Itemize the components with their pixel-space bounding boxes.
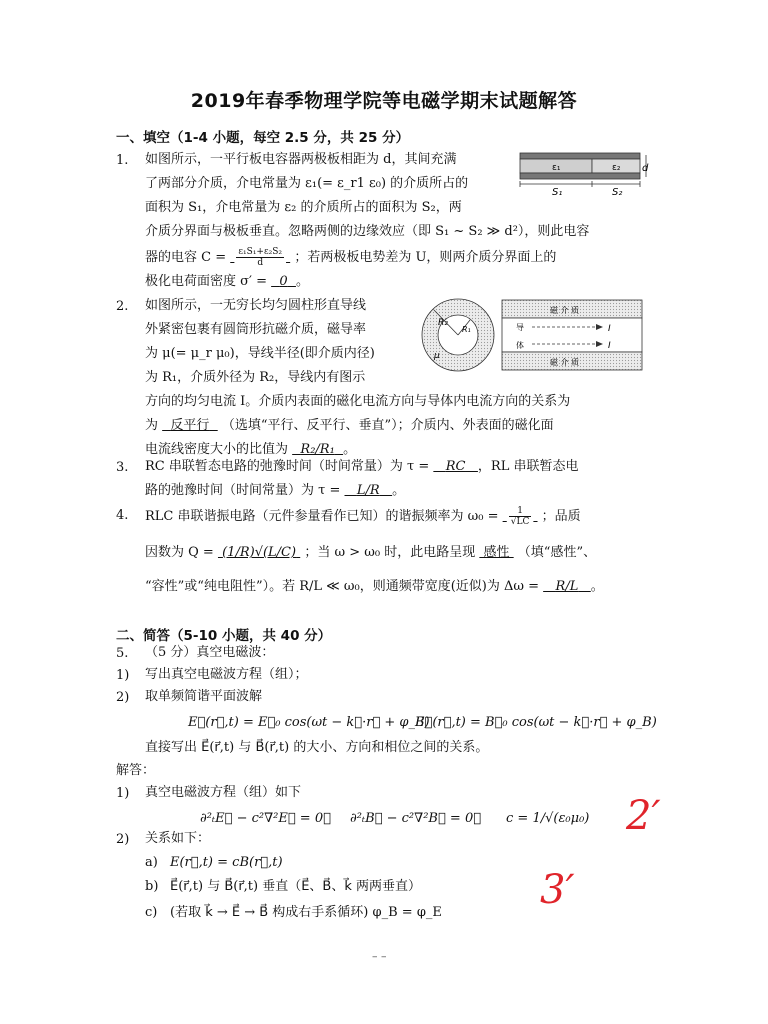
q3-line1-prefix: RC 串联暂态电路的弛豫时间（时间常量）为 τ =: [145, 459, 430, 474]
q4-number: 4.: [116, 508, 129, 523]
fig-r2-label: R₂: [438, 318, 448, 328]
fig-eps1-label: ε₁: [552, 163, 561, 173]
q1-line4: 介质分界面与极板垂直。忽略两侧的边缘效应（即 S₁ ~ S₂ ≫ d²），则此电容: [145, 224, 590, 239]
q1-answer-denominator: d: [257, 258, 264, 268]
fig-d-label: d: [642, 163, 649, 174]
q2-line1: 如图所示，一无穷长均匀圆柱形直导线: [145, 298, 367, 313]
answer1-text: 真空电磁波方程（组）如下: [145, 785, 302, 800]
q5-part1-number: 1): [116, 668, 130, 683]
q5-b-wave-equation: B⃗(r⃗,t) = B⃗₀ cos(ωt − k⃗·r⃗ + φ_B): [415, 715, 657, 730]
fig-current-label-2: I: [608, 341, 611, 351]
q2-line5: 方向的均匀电流 I。介质内表面的磁化电流方向与导体内电流方向的关系为: [145, 394, 571, 409]
q3-line2: [145, 482, 405, 500]
q5-intro: （5 分）真空电磁波：: [145, 645, 275, 660]
q2-line6-suffix: （选填“平行、反平行、垂直”）；介质内、外表面的磁化面: [221, 418, 554, 433]
relation-c-label: c): [145, 905, 158, 920]
wave-equation-b: ∂²ₜB⃗ − c²∇²B⃗ = 0，: [350, 811, 482, 826]
q5-part2-ask: 直接写出 E⃗(r⃗,t) 与 B⃗(r⃗,t) 的大小、方向和相位之间的关系。: [145, 740, 489, 755]
q4-bandwidth-answer: R/L: [555, 579, 579, 594]
q5-part1-text: 写出真空电磁波方程（组）；: [145, 667, 308, 682]
q1-sigma-prefix: 极化电荷面密度 σ′ =: [145, 274, 267, 289]
q2-period: 。: [343, 442, 357, 457]
q4-line3-prefix: “容性”或“纯电阻性”）。若 R/L ≪ ω₀，则通频带宽度(近似)为 Δω =: [145, 579, 539, 594]
section-1-heading: 一、填空（1-4 小题，每空 2.5 分，共 25 分）: [116, 130, 410, 146]
q2-line2: 外紧密包裹有圆筒形抗磁介质，磁导率: [145, 322, 367, 337]
fig-s2-label: S₂: [612, 187, 623, 197]
relation-b-label: b): [145, 879, 159, 894]
fig-top-medium-label: 磁 介 质: [550, 306, 580, 315]
q2-direction-answer: 反平行: [170, 418, 210, 433]
q2-line6-prefix: 为: [145, 418, 159, 433]
answer2-number: 2): [116, 832, 130, 847]
q1-answer-numerator: ε₁S₁+ε₂S₂: [238, 247, 283, 257]
q1-line3: 面积为 S₁，介电常量为 ε₂ 的介质所占的面积为 S₂，两: [145, 200, 462, 215]
q1-capacitance-answer: [230, 247, 290, 268]
q3-line1-suffix: ，RL 串联暂态电: [477, 459, 579, 474]
q1-line5: [145, 247, 556, 268]
q4-line2-middle: ；当 ω > ω₀ 时，此电路呈现: [304, 545, 476, 560]
answer1-number: 1): [116, 786, 130, 801]
fig-bottom-medium-label: 磁 介 质: [550, 358, 580, 367]
q4-line2-prefix: 因数为 Q =: [145, 545, 214, 560]
q3-rc-answer: RC: [445, 459, 466, 474]
q5-number: 5.: [116, 646, 129, 661]
q5-part2-text: 取单频简谐平面波解: [145, 689, 263, 704]
q2-ratio-answer: R₂/R₁: [300, 442, 335, 457]
capacitor-figure: [516, 151, 656, 197]
q2-line6: [145, 417, 554, 435]
page-title: 2019年春季物理学院等电磁学期末试题解答: [190, 90, 578, 112]
q4-line1-prefix: RLC 串联谐振电路（元件参量看作已知）的谐振频率为 ω₀ =: [145, 509, 499, 524]
q5-part2-number: 2): [116, 690, 130, 705]
section-2-heading: 二、简答（5-10 小题，共 40 分）: [116, 628, 332, 644]
q1-line2: 了两部分介质，介电常量为 ε₁(= ε_r1 ε₀) 的介质所占的: [145, 176, 469, 191]
q4-q-answer: (1/R)√(L/C): [222, 545, 297, 560]
relation-b: E⃗(r⃗,t) 与 B⃗(r⃗,t) 垂直（E⃗、B⃗、k⃗ 两两垂直）: [170, 879, 422, 894]
q3-rl-answer: L/R: [356, 483, 380, 498]
fig-conductor-char2: 体: [516, 341, 524, 350]
q2-line4: 为 R₁，介质外径为 R₂，导线内有图示: [145, 370, 366, 385]
q1-line6: [145, 273, 309, 291]
q4-line2-suffix: （填“感性”、: [517, 545, 597, 560]
q4-answer-denominator: √LC: [510, 517, 530, 527]
q1-capacitance-prefix: 器的电容 C =: [145, 250, 227, 265]
q3-number: 3.: [116, 460, 129, 475]
grade-mark-2: 2′: [626, 793, 661, 839]
fig-r1-label: R₁: [462, 325, 471, 334]
q1-sigma-answer: 0: [279, 274, 288, 289]
q4-nature-answer: 感性: [483, 545, 510, 560]
q1-line5-suffix: ；若两极板电势差为 U，则两介质分界面上的: [294, 250, 557, 265]
cylinder-figure: [420, 296, 650, 374]
q2-line3: 为 μ(= μ_r μ₀)，导线半径(即介质内径): [145, 346, 375, 361]
q4-line2: [145, 544, 596, 562]
q2-number: 2.: [116, 299, 129, 314]
relation-a-label: a): [145, 855, 158, 870]
q1-number: 1.: [116, 153, 129, 168]
q3-line2-prefix: 路的弛豫时间（时间常量）为 τ =: [145, 483, 341, 498]
q4-line3: [145, 578, 604, 596]
grade-mark-3: 3′: [540, 867, 575, 913]
wave-equation-e: ∂²ₜE⃗ − c²∇²E⃗ = 0，: [200, 811, 331, 826]
fig-s1-label: S₁: [552, 187, 563, 197]
speed-of-light-relation: c = 1/√(ε₀μ₀): [506, 811, 590, 826]
q2-line7: [145, 441, 356, 459]
fig-conductor-char1: 导: [516, 323, 524, 332]
answer2-text: 关系如下：: [145, 831, 211, 846]
q4-line1-suffix: ；品质: [541, 509, 581, 524]
q3-period: 。: [392, 483, 406, 498]
fig-mu-label: μ: [434, 351, 440, 361]
relation-a: E(r⃗,t) = cB(r⃗,t): [170, 855, 283, 870]
q4-omega0-answer: [503, 506, 538, 527]
q3-line1: [145, 458, 578, 476]
q4-period: 。: [590, 579, 604, 594]
page-footer: – –: [372, 950, 387, 963]
q5-e-wave-equation: E⃗(r⃗,t) = E⃗₀ cos(ωt − k⃗·r⃗ + φ_E): [188, 715, 430, 730]
q4-answer-numerator: 1: [509, 506, 532, 517]
relation-c: (若取 k⃗ → E⃗ → B⃗ 构成右手系循环) φ_B = φ_E: [170, 905, 442, 920]
fig-eps2-label: ε₂: [612, 163, 621, 173]
answer-label: 解答：: [116, 763, 156, 778]
fig-current-label-1: I: [608, 324, 611, 334]
q2-line7-prefix: 电流线密度大小的比值为: [145, 442, 289, 457]
q1-period: 。: [295, 274, 309, 289]
q4-line1: [145, 506, 581, 527]
q1-line1: 如图所示，一平行板电容器两极板相距为 d，其间充满: [145, 152, 457, 167]
